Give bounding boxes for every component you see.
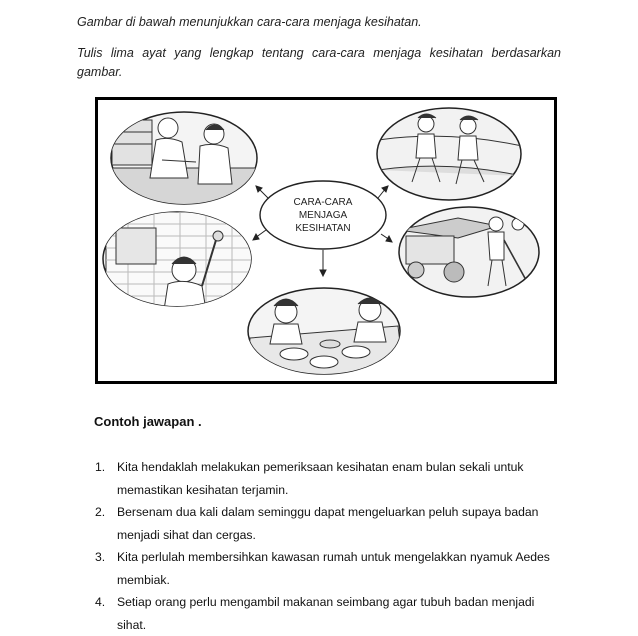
scene-hygiene: [103, 212, 256, 310]
item-number: 4.: [95, 595, 106, 609]
list-item: [95, 456, 565, 501]
item-number: 1.: [95, 460, 106, 474]
answer-heading: Contoh jawapan .: [94, 414, 202, 429]
scene-balanced-diet: [248, 288, 404, 376]
mind-map-figure: [95, 97, 557, 384]
answer-list: [95, 456, 565, 636]
instruction-line-2: Tulis lima ayat yang lengkap tentang cara-cara menjaga kesihatan berdasarkan gambar.: [77, 46, 561, 79]
item-number: 3.: [95, 550, 106, 564]
item-text: Setiap orang perlu mengambil makanan seimbang agar tubuh badan menjadi sihat.: [117, 595, 535, 632]
item-text: Kita perlulah membersihkan kawasan rumah untuk mengelakkan nyamuk Aedes membiak.: [117, 550, 550, 587]
center-title-2: MENJAGA: [298, 210, 348, 221]
item-number: 2.: [95, 505, 106, 519]
center-bubble: [260, 181, 386, 249]
scene-medical-checkup: [108, 112, 258, 208]
instruction-line-1: Gambar di bawah menunjukkan cara-cara menjaga kesihatan.: [77, 15, 422, 29]
scene-cleaning: [398, 207, 539, 297]
mind-map-illustration: [98, 100, 554, 381]
list-item: [95, 546, 565, 591]
item-text: Bersenam dua kali dalam seminggu dapat mengeluarkan peluh supaya badan menjadi sihat dan cergas.: [117, 505, 539, 542]
center-title-3: KESIHATAN: [295, 223, 351, 234]
center-title-1: CARA-CARA: [293, 197, 353, 208]
list-item: [95, 591, 565, 636]
item-text: Kita hendaklah melakukan pemeriksaan kesihatan enam bulan sekali untuk memastikan kesihatan terjamin.: [117, 460, 524, 497]
scene-exercise: [377, 108, 522, 200]
list-item: [95, 501, 565, 546]
